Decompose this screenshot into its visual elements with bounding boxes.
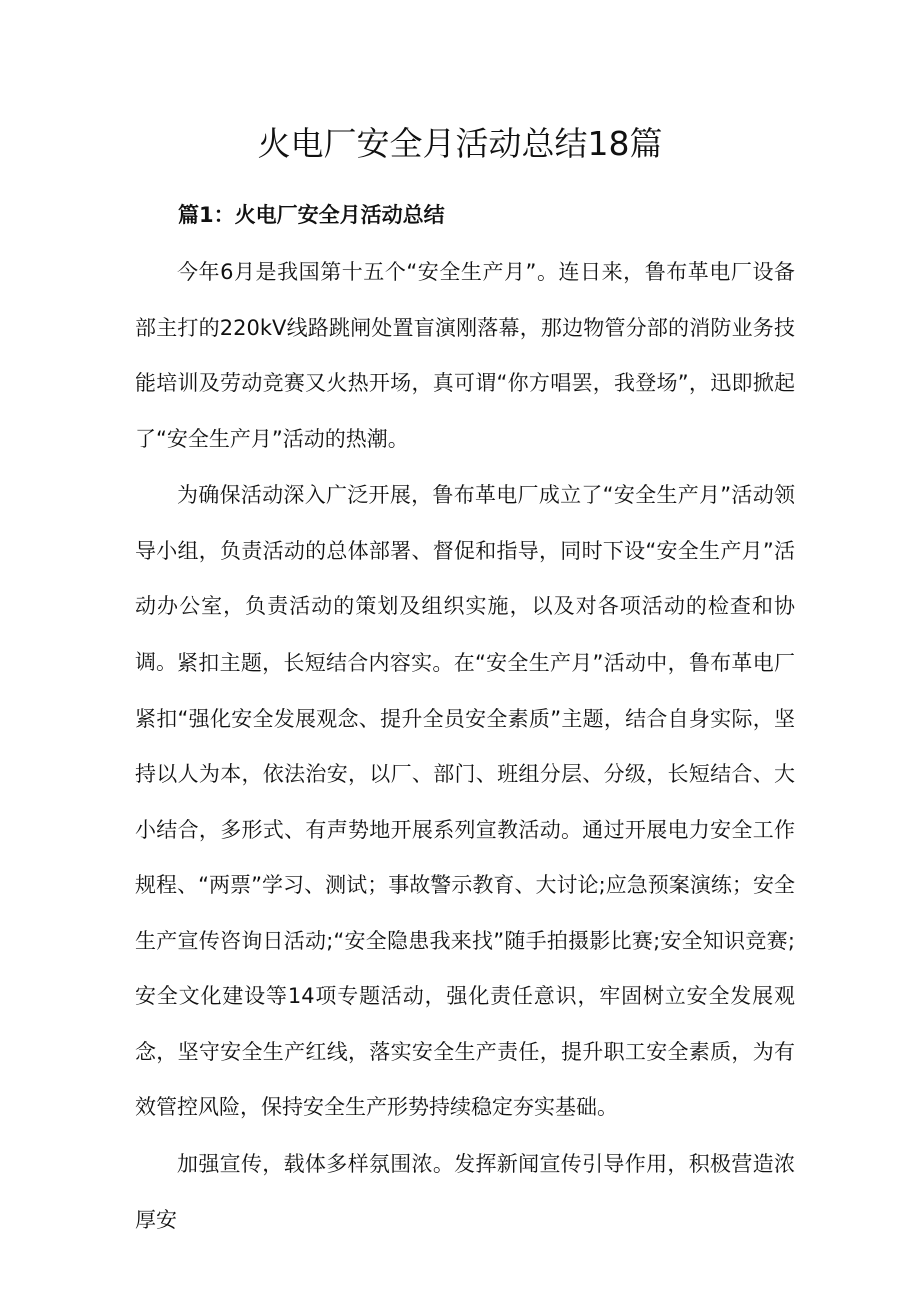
document-title: 火电厂安全月活动总结18篇 — [257, 124, 663, 163]
section-heading: 篇1：火电厂安全月活动总结 — [178, 203, 445, 227]
paragraph-3: 紧扣主题，长短结合内容实。在“安全生产月”活动中，鲁布革电厂紧扣“强化安全发展观念、提升全员安全素质”主题，结合自身实际，坚持以人为本，依法治安，以厂、部门、班组分层、分级，长短结合、大小结合，多形式、有声势地开展系列宣教活动。通过开展电力安全工作规程、“两票”学习、测试；事故警示教育、大讨论;应急预案演练；安全生产宣传咨询日活动;“安全隐患我来找”随手拍摄影比赛;安全知识竞赛;安全文化建设等14项专题活动，强化责任意识，牢固树立安全发展观念，坚守安全生产红线，落实安全生产责任，提升职工安全素质，为有效管控风险，保持安全生产形势持续稳定夯实基础。 — [135, 651, 795, 1119]
paragraph-4: 加强宣传，载体多样氛围浓。发挥新闻宣传引导作用，积极营造浓厚安 — [135, 1152, 795, 1232]
paragraph-2: 为确保活动深入广泛开展，鲁布革电厂成立了“安全生产月”活动领导小组，负责活动的总体部署、督促和指导，同时下设“安全生产月”活动办公室，负责活动的策划及组织实施，以及对各项活动的检查和协调。 — [135, 483, 795, 674]
paragraph-1: 今年6月是我国第十五个“安全生产月”。连日来，鲁布革电厂设备部主打的220kV线路跳闸处置盲演刚落幕，那边物管分部的消防业务技能培训及劳动竞赛又火热开场，真可谓“你方唱罢，我登场”，迅即掀起了“安全生产月”活动的热潮。 — [135, 260, 795, 451]
